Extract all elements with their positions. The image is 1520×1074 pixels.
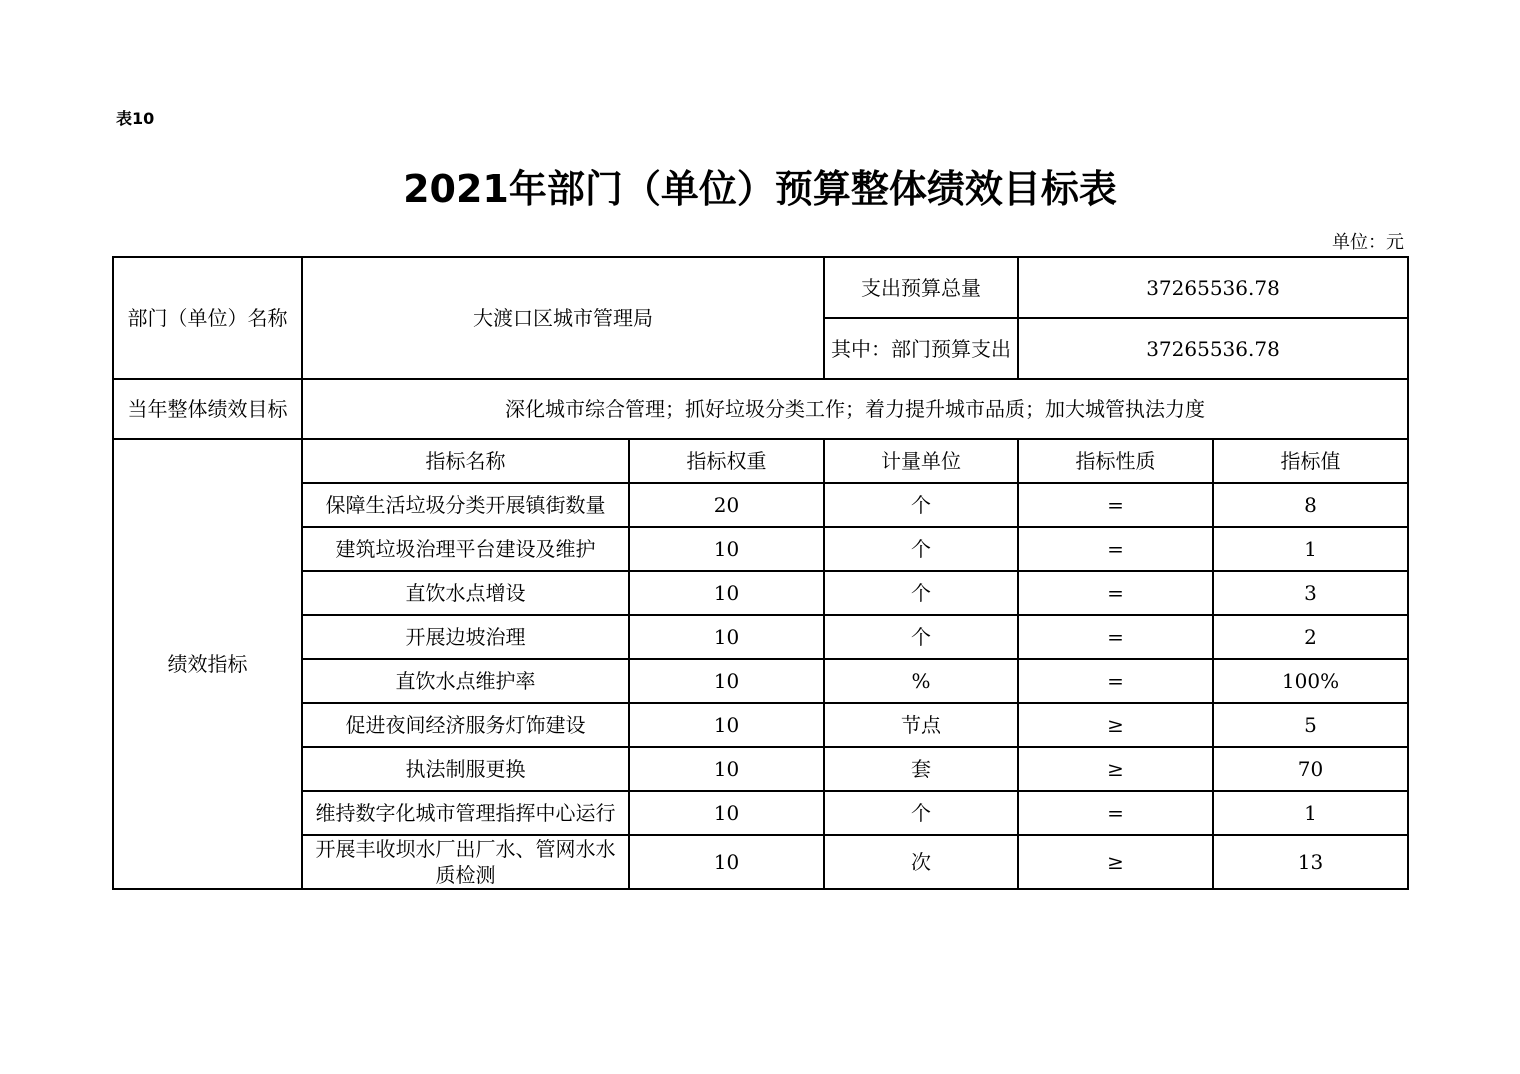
indicator-name: 建筑垃圾治理平台建设及维护 bbox=[302, 527, 629, 571]
indicator-value: 70 bbox=[1213, 747, 1408, 791]
table-row bbox=[113, 835, 1408, 889]
indicator-value: 1 bbox=[1213, 791, 1408, 835]
indicator-weight: 10 bbox=[629, 747, 824, 791]
table-row bbox=[113, 791, 1408, 835]
budget-dept-label-cell: 其中：部门预算支出 bbox=[824, 318, 1018, 379]
indicator-weight: 20 bbox=[629, 483, 824, 527]
indicator-weight: 10 bbox=[629, 703, 824, 747]
indicator-nature: ≥ bbox=[1018, 835, 1213, 889]
indicator-name: 维持数字化城市管理指挥中心运行 bbox=[302, 791, 629, 835]
table-row bbox=[113, 615, 1408, 659]
dept-label-cell: 部门（单位）名称 bbox=[113, 257, 302, 379]
indicator-value: 5 bbox=[1213, 703, 1408, 747]
header-weight: 指标权重 bbox=[629, 439, 824, 483]
indicator-unit: 个 bbox=[824, 483, 1018, 527]
performance-table bbox=[112, 256, 1409, 890]
indicator-name: 促进夜间经济服务灯饰建设 bbox=[302, 703, 629, 747]
goal-label-cell: 当年整体绩效目标 bbox=[113, 379, 302, 439]
budget-dept-value-cell: 37265536.78 bbox=[1018, 318, 1408, 379]
indicator-nature: = bbox=[1018, 791, 1213, 835]
indicator-value: 2 bbox=[1213, 615, 1408, 659]
indicator-value: 8 bbox=[1213, 483, 1408, 527]
indicator-unit: % bbox=[824, 659, 1018, 703]
page-title: 2021年部门（单位）预算整体绩效目标表 bbox=[403, 167, 1117, 211]
indicator-nature: ≥ bbox=[1018, 747, 1213, 791]
header-nature: 指标性质 bbox=[1018, 439, 1213, 483]
indicator-unit: 套 bbox=[824, 747, 1018, 791]
indicators-label-cell: 绩效指标 bbox=[113, 439, 302, 889]
indicator-name: 执法制服更换 bbox=[302, 747, 629, 791]
indicator-name: 保障生活垃圾分类开展镇街数量 bbox=[302, 483, 629, 527]
indicator-unit: 个 bbox=[824, 571, 1018, 615]
indicator-weight: 10 bbox=[629, 527, 824, 571]
table-row bbox=[113, 747, 1408, 791]
indicator-value: 100% bbox=[1213, 659, 1408, 703]
indicator-nature: = bbox=[1018, 527, 1213, 571]
indicator-weight: 10 bbox=[629, 659, 824, 703]
indicator-weight: 10 bbox=[629, 791, 824, 835]
dept-name-cell: 大渡口区城市管理局 bbox=[302, 257, 824, 379]
table-number: 表10 bbox=[116, 109, 155, 128]
table-row bbox=[113, 571, 1408, 615]
indicator-name: 直饮水点增设 bbox=[302, 571, 629, 615]
unit-label: 单位：元 bbox=[1332, 232, 1404, 253]
indicator-unit: 个 bbox=[824, 791, 1018, 835]
indicator-nature: ≥ bbox=[1018, 703, 1213, 747]
indicator-unit: 个 bbox=[824, 615, 1018, 659]
indicator-value: 3 bbox=[1213, 571, 1408, 615]
dept-row bbox=[113, 257, 1408, 318]
indicator-nature: = bbox=[1018, 615, 1213, 659]
indicator-unit: 次 bbox=[824, 835, 1018, 889]
indicator-name: 开展边坡治理 bbox=[302, 615, 629, 659]
header-unit: 计量单位 bbox=[824, 439, 1018, 483]
goal-row bbox=[113, 379, 1408, 439]
indicator-weight: 10 bbox=[629, 615, 824, 659]
indicator-weight: 10 bbox=[629, 835, 824, 889]
indicator-unit: 个 bbox=[824, 527, 1018, 571]
indicator-header-row bbox=[113, 439, 1408, 483]
budget-total-label-cell: 支出预算总量 bbox=[824, 257, 1018, 318]
header-name: 指标名称 bbox=[302, 439, 629, 483]
table-row bbox=[113, 527, 1408, 571]
goal-text-cell: 深化城市综合管理；抓好垃圾分类工作；着力提升城市品质；加大城管执法力度 bbox=[302, 379, 1408, 439]
indicator-weight: 10 bbox=[629, 571, 824, 615]
indicator-value: 1 bbox=[1213, 527, 1408, 571]
indicator-name: 直饮水点维护率 bbox=[302, 659, 629, 703]
indicator-unit: 节点 bbox=[824, 703, 1018, 747]
indicator-nature: = bbox=[1018, 483, 1213, 527]
table-row bbox=[113, 483, 1408, 527]
indicator-value: 13 bbox=[1213, 835, 1408, 889]
indicator-nature: = bbox=[1018, 659, 1213, 703]
table-row bbox=[113, 659, 1408, 703]
table-row bbox=[113, 703, 1408, 747]
indicator-name: 开展丰收坝水厂出厂水、管网水水质检测 bbox=[302, 835, 629, 889]
budget-total-value-cell: 37265536.78 bbox=[1018, 257, 1408, 318]
header-value: 指标值 bbox=[1213, 439, 1408, 483]
indicator-nature: = bbox=[1018, 571, 1213, 615]
